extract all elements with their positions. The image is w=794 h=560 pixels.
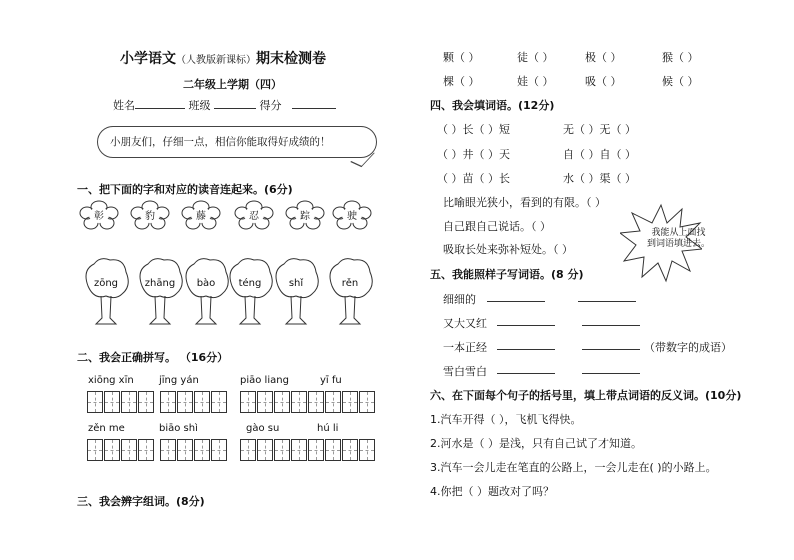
writing-grid[interactable]	[240, 439, 308, 461]
flower-char	[79, 200, 119, 230]
word-pair-item[interactable]: 候（ ）	[662, 75, 699, 88]
score-label: 得分	[259, 99, 282, 112]
bubble-text: 小朋友们，仔细一点，相信你能取得好成绩的！	[110, 136, 331, 148]
answer-line[interactable]	[578, 291, 636, 305]
word-pair-item[interactable]: 猴（ ）	[662, 51, 699, 64]
char-label: 踪	[300, 211, 310, 222]
section2-heading: 二、我会正确拼写。 （16分）	[77, 351, 229, 364]
char-label: 彰	[94, 211, 104, 222]
student-info	[113, 97, 336, 113]
tree-pinyin	[226, 256, 274, 326]
pinyin-label: bào	[196, 278, 216, 289]
char-label: 驶	[347, 211, 357, 222]
answer-line[interactable]	[582, 363, 640, 377]
pinyin-label: téng	[238, 278, 262, 289]
antonym-sentence[interactable]: 3.汽车一会儿走在笔直的公路上，一会儿走在( )的小路上。	[430, 461, 717, 474]
tree-pinyin	[182, 256, 230, 326]
pinyin-prompt: yī fu	[320, 375, 342, 386]
page-subtitle: 二年级上学期（四）	[183, 78, 282, 91]
char-label: 豹	[145, 211, 155, 222]
writing-grid[interactable]	[240, 391, 308, 413]
pinyin-label: rěn	[341, 278, 359, 289]
answer-line[interactable]	[582, 339, 640, 353]
writing-grid[interactable]	[160, 391, 228, 413]
pinyin-label: zhāng	[144, 278, 176, 289]
answer-line[interactable]	[497, 315, 555, 329]
writing-grid[interactable]	[87, 391, 155, 413]
pinyin-prompt: biāo shì	[159, 423, 198, 434]
antonym-sentence[interactable]: 4.你把（ ）题改对了吗？	[430, 485, 554, 498]
flower-char	[130, 200, 170, 230]
writing-grid[interactable]	[308, 439, 376, 461]
char-label: 藤	[196, 211, 206, 222]
word-pair-item[interactable]: 极（ ）	[585, 51, 622, 64]
answer-line[interactable]	[582, 315, 640, 329]
class-field[interactable]	[214, 97, 256, 109]
idiom-blank[interactable]: 水（ ）渠（ ）	[563, 172, 636, 185]
name-label: 姓名	[113, 99, 135, 112]
word-pair-item[interactable]: 棵（ ）	[443, 75, 480, 88]
writing-grid[interactable]	[308, 391, 376, 413]
tree-pinyin	[326, 256, 374, 326]
pinyin-prompt: hú li	[317, 423, 339, 434]
flower-char	[332, 200, 372, 230]
tree-pinyin	[82, 256, 130, 326]
section6-heading: 六、在下面每个句子的括号里，填上带点词语的反义词。(10分)	[430, 389, 742, 402]
name-field[interactable]	[135, 97, 185, 109]
antonym-sentence[interactable]: 1.汽车开得（ ），飞机飞得快。	[430, 413, 582, 426]
class-label: 班级	[188, 99, 211, 112]
score-field[interactable]	[292, 97, 336, 109]
antonym-sentence[interactable]: 2.河水是（ ）是浅，只有自己试了才知道。	[430, 437, 642, 450]
starburst-text: 我能从上面找 到词语填进去。	[647, 228, 711, 249]
section1-heading: 一、把下面的字和对应的读音连起来。(6分)	[77, 183, 293, 196]
pinyin-label: zōng	[93, 278, 119, 289]
pinyin-label: shǐ	[288, 278, 304, 289]
word-pair-item[interactable]: 娃（ ）	[517, 75, 554, 88]
example-word: 雪白雪白	[443, 365, 487, 378]
example-word: 又大又红	[443, 317, 487, 330]
idiom-blank[interactable]: （ ）苗（ ）长	[437, 172, 510, 185]
pinyin-prompt: xiōng xīn	[88, 375, 134, 386]
word-pair-item[interactable]: 颗（ ）	[443, 51, 480, 64]
example-word: 一本正经	[443, 341, 487, 354]
example-word: 细细的	[443, 293, 476, 306]
title-edition: （人教版新课标）	[176, 55, 256, 66]
flower-char	[285, 200, 325, 230]
section3-heading: 三、我会辨字组词。(8分)	[77, 495, 205, 508]
pinyin-prompt: jīng yán	[159, 375, 199, 386]
page-title	[120, 48, 326, 68]
definition-item[interactable]: 吸取长处来弥补短处。（ ）	[443, 243, 573, 256]
pinyin-prompt: gào su	[246, 423, 280, 434]
definition-item[interactable]: 比喻眼光狭小，看到的有限。（ ）	[443, 196, 606, 209]
idiom-blank[interactable]: （ ）井（ ）天	[437, 148, 510, 161]
flower-char	[234, 200, 274, 230]
writing-grid[interactable]	[87, 439, 155, 461]
writing-grid[interactable]	[160, 439, 228, 461]
char-label: 忍	[249, 211, 259, 222]
answer-line[interactable]	[497, 363, 555, 377]
word-pair-item[interactable]: 吸（ ）	[585, 75, 622, 88]
hint-note: （带数字的成语）	[644, 341, 732, 354]
pinyin-prompt: piāo liang	[240, 375, 289, 386]
word-pair-item[interactable]: 徒（ ）	[517, 51, 554, 64]
answer-line[interactable]	[497, 339, 555, 353]
title-main: 小学语文	[120, 51, 176, 67]
section5-heading: 五、我能照样子写词语。(8 分)	[430, 268, 584, 281]
definition-item[interactable]: 自己跟自己说话。（ ）	[443, 220, 551, 233]
idiom-blank[interactable]: 自（ ）自（ ）	[563, 148, 636, 161]
section4-heading: 四、我会填词语。(12分)	[430, 99, 555, 112]
title-end: 期末检测卷	[256, 51, 326, 67]
pinyin-prompt: zěn me	[88, 423, 125, 434]
idiom-blank[interactable]: 无（ ）无（ ）	[563, 123, 636, 136]
flower-char	[181, 200, 221, 230]
idiom-blank[interactable]: （ ）长（ ）短	[437, 123, 510, 136]
tree-pinyin	[272, 256, 320, 326]
tree-pinyin	[136, 256, 184, 326]
answer-line[interactable]	[487, 291, 545, 305]
